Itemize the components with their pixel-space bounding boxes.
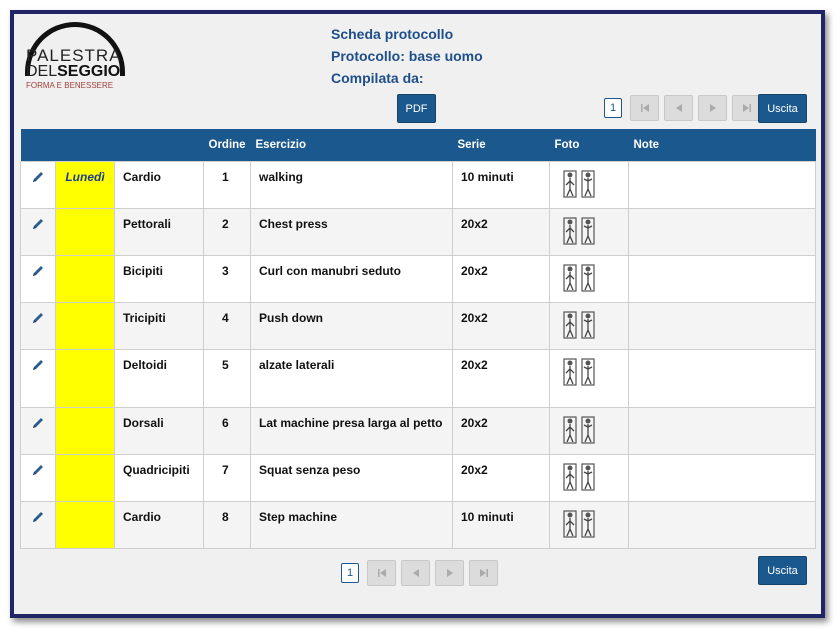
order-cell: 8: [204, 501, 251, 548]
protocol-info: [331, 25, 483, 91]
first-page-button[interactable]: [630, 95, 659, 121]
sets-cell: 20x2: [453, 407, 550, 454]
exit-button-top[interactable]: Uscita: [758, 94, 807, 123]
day-cell: [56, 208, 115, 255]
muscle-cell: Tricipiti: [115, 302, 204, 349]
pencil-icon: [31, 510, 45, 524]
exercise-cell: Chest press: [251, 208, 453, 255]
table-header: [21, 129, 816, 161]
pencil-icon: [31, 416, 45, 430]
pencil-icon: [31, 311, 45, 325]
muscle-cell: Pettorali: [115, 208, 204, 255]
photo-cell[interactable]: [550, 255, 629, 302]
pdf-button[interactable]: PDF: [397, 94, 436, 123]
next-page-icon: [707, 102, 719, 114]
notes-cell: [629, 454, 816, 501]
muscle-cell: Quadricipiti: [115, 454, 204, 501]
protocol-name: Protocollo: base uomo: [331, 48, 483, 64]
notes-cell: [629, 302, 816, 349]
col-photo: Foto: [550, 129, 629, 161]
sets-cell: 20x2: [453, 454, 550, 501]
photo-cell[interactable]: [550, 407, 629, 454]
col-sets[interactable]: Serie: [453, 129, 550, 161]
first-page-icon: [639, 102, 651, 114]
prev-page-button[interactable]: [401, 560, 430, 586]
logo-line1: PALESTRA: [26, 46, 122, 65]
exercise-photo-icon: [558, 413, 602, 447]
muscle-cell: Dorsali: [115, 407, 204, 454]
edit-cell[interactable]: [21, 302, 56, 349]
sets-cell: 20x2: [453, 255, 550, 302]
first-page-button[interactable]: [367, 560, 396, 586]
sets-cell: 10 minuti: [453, 161, 550, 208]
muscle-cell: Cardio: [115, 161, 204, 208]
exit-button-bottom[interactable]: Uscita: [758, 556, 807, 585]
pager-top: [604, 95, 761, 121]
pencil-icon: [31, 217, 45, 231]
order-cell: 1: [204, 161, 251, 208]
next-page-icon: [444, 567, 456, 579]
exercise-photo-icon: [558, 355, 602, 389]
exercise-cell: Push down: [251, 302, 453, 349]
compiled-by: Compilata da:: [331, 70, 424, 86]
logo-tagline: FORMA E BENESSERE: [26, 81, 114, 90]
day-cell: [56, 349, 115, 407]
exercise-photo-icon: [558, 507, 602, 541]
day-cell: [56, 302, 115, 349]
col-order[interactable]: Ordine: [204, 129, 251, 161]
order-cell: 2: [204, 208, 251, 255]
exercise-cell: Squat senza peso: [251, 454, 453, 501]
order-cell: 3: [204, 255, 251, 302]
exercise-cell: Curl con manubri seduto: [251, 255, 453, 302]
exercise-photo-icon: [558, 308, 602, 342]
exercise-photo-icon: [558, 261, 602, 295]
page-number[interactable]: 1: [604, 98, 622, 118]
photo-cell[interactable]: [550, 501, 629, 548]
col-muscle: [115, 129, 204, 161]
prev-page-icon: [410, 567, 422, 579]
logo: [23, 22, 133, 90]
page-number[interactable]: 1: [341, 563, 359, 583]
muscle-cell: Bicipiti: [115, 255, 204, 302]
edit-cell[interactable]: [21, 208, 56, 255]
day-cell: [56, 501, 115, 548]
photo-cell[interactable]: [550, 349, 629, 407]
first-page-icon: [376, 567, 388, 579]
day-cell: [56, 407, 115, 454]
exercise-table: [20, 129, 816, 549]
prev-page-button[interactable]: [664, 95, 693, 121]
exercise-photo-icon: [558, 460, 602, 494]
col-notes: Note: [629, 129, 816, 161]
next-page-button[interactable]: [435, 560, 464, 586]
table-row[interactable]: [21, 407, 816, 454]
sets-cell: 20x2: [453, 349, 550, 407]
exercise-cell: Lat machine presa larga al petto: [251, 407, 453, 454]
last-page-icon: [741, 102, 753, 114]
app-frame: [10, 10, 825, 618]
table-row[interactable]: [21, 255, 816, 302]
notes-cell: [629, 349, 816, 407]
muscle-cell: Deltoidi: [115, 349, 204, 407]
last-page-icon: [478, 567, 490, 579]
table-row[interactable]: [21, 454, 816, 501]
table-row[interactable]: [21, 208, 816, 255]
day-cell: Lunedì: [56, 161, 115, 208]
edit-cell[interactable]: [21, 349, 56, 407]
day-cell: [56, 454, 115, 501]
notes-cell: [629, 255, 816, 302]
pencil-icon: [31, 463, 45, 477]
edit-cell[interactable]: [21, 255, 56, 302]
edit-cell[interactable]: [21, 454, 56, 501]
col-day: [56, 129, 115, 161]
order-cell: 5: [204, 349, 251, 407]
order-cell: 4: [204, 302, 251, 349]
pager-bottom: [341, 560, 498, 586]
edit-cell[interactable]: [21, 501, 56, 548]
edit-cell[interactable]: [21, 161, 56, 208]
pencil-icon: [31, 358, 45, 372]
exercise-photo-icon: [558, 167, 602, 201]
notes-cell: [629, 407, 816, 454]
sets-cell: 10 minuti: [453, 501, 550, 548]
photo-cell[interactable]: [550, 208, 629, 255]
last-page-button[interactable]: [469, 560, 498, 586]
photo-cell[interactable]: [550, 302, 629, 349]
table-row[interactable]: [21, 302, 816, 349]
table-row[interactable]: [21, 501, 816, 548]
exercise-cell: Step machine: [251, 501, 453, 548]
day-cell: [56, 255, 115, 302]
exercise-cell: walking: [251, 161, 453, 208]
prev-page-icon: [673, 102, 685, 114]
pencil-icon: [31, 170, 45, 184]
photo-cell[interactable]: [550, 454, 629, 501]
order-cell: 6: [204, 407, 251, 454]
table-row[interactable]: [21, 161, 816, 208]
edit-cell[interactable]: [21, 407, 56, 454]
col-edit: [21, 129, 56, 161]
next-page-button[interactable]: [698, 95, 727, 121]
pencil-icon: [31, 264, 45, 278]
table-row[interactable]: [21, 349, 816, 407]
last-page-button[interactable]: [732, 95, 761, 121]
order-cell: 7: [204, 454, 251, 501]
notes-cell: [629, 501, 816, 548]
photo-cell[interactable]: [550, 161, 629, 208]
exercise-photo-icon: [558, 214, 602, 248]
page-title: Scheda protocollo: [331, 26, 454, 42]
logo-line2: DELSEGGIO: [26, 63, 121, 80]
sets-cell: 20x2: [453, 302, 550, 349]
notes-cell: [629, 208, 816, 255]
col-exercise[interactable]: Esercizio: [251, 129, 453, 161]
muscle-cell: Cardio: [115, 501, 204, 548]
exercise-cell: alzate laterali: [251, 349, 453, 407]
notes-cell: [629, 161, 816, 208]
sets-cell: 20x2: [453, 208, 550, 255]
